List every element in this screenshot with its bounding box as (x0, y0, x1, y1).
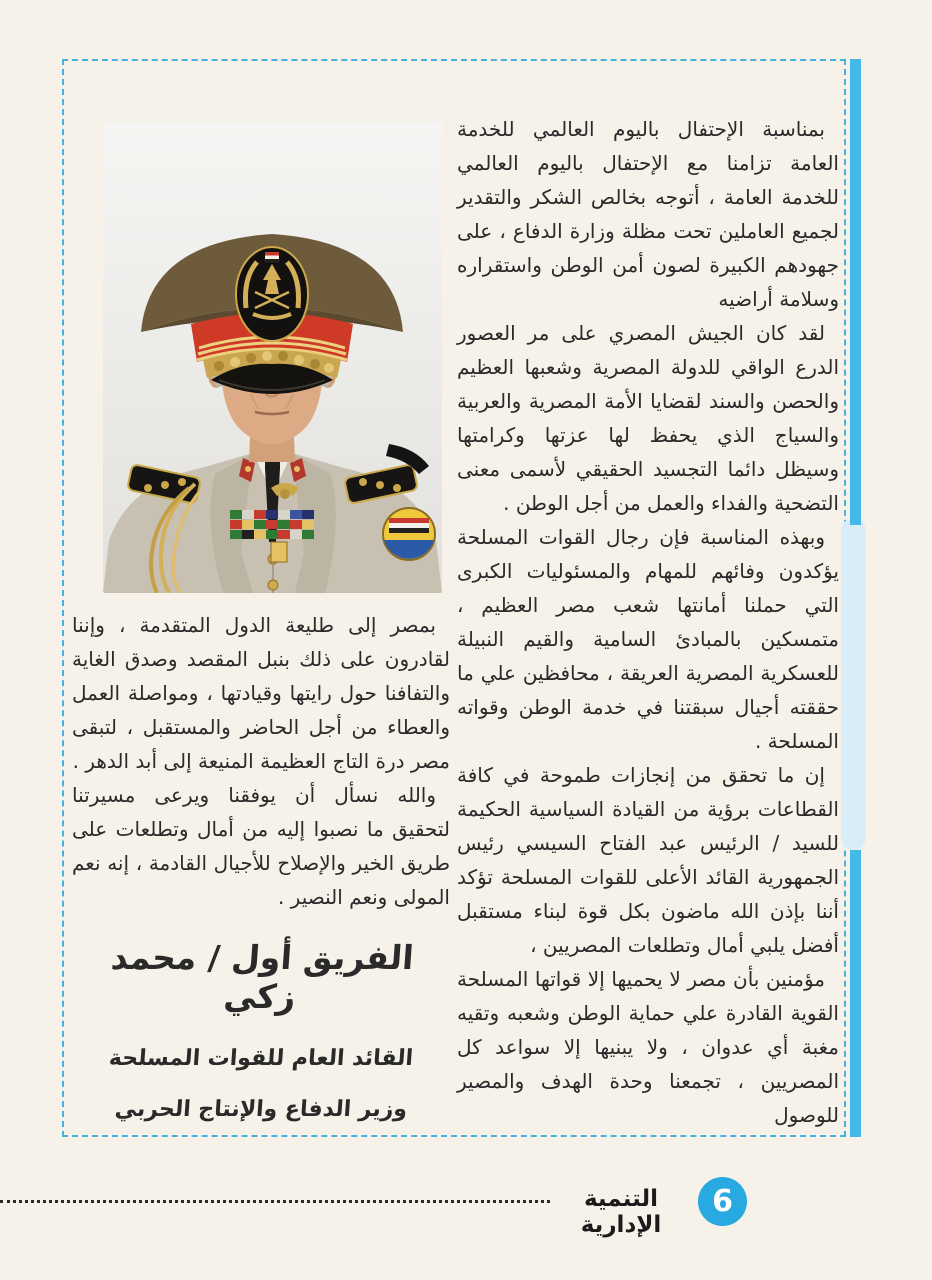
right-accent-bar-top (850, 59, 861, 525)
paragraph: بمصر إلى طليعة الدول المتقدمة ، وإننا لقادرون على ذلك بنبل المقصد وصدق الغاية والتفافنا حول رايتها وقيادتها ، ومواصلة العمل والعطاء من أجل الحاضر والمستقبل ، لتبقى مصر درة التاج العظيمة المنيعة إلى أبد الدهر . (72, 613, 450, 773)
paragraph: مؤمنين بأن مصر لا يحميها إلا قواتها المسلحة القوية القادرة علي حماية الوطن وشعبه وتقيه مغبة أي عدوان ، ولا يبنيها إلا سواعد كل المصريين ، تجمعنا وحدة الهدف والمصير للوصول (457, 967, 839, 1127)
paragraph: وبهذه المناسبة فإن رجال القوات المسلحة يؤكدون وفائهم للمهام والمسئوليات الكبرى التي حملنا أمانتها شعب مصر العظيم ، متمسكين بالمبادئ السامية والقيم النبيلة للعسكرية المصرية العريقة ، محافظين علي ما حققته أجيال سبقتنا في خدمة الوطن وقواته المسلحة . (457, 525, 839, 753)
signature-name: الفريق أول / محمد زكي (109, 938, 415, 1016)
paragraph: بمناسبة الإحتفال باليوم العالمي للخدمة العامة تزامنا مع الإحتفال باليوم العالمي للخدمة العامة ، أتوجه بخالص الشكر والتقدير لجميع العاملين تحت مظلة وزارة الدفاع ، على جهودهم الكبيرة لصون أمن الوطن واستقراره وسلامة أراضيه (457, 117, 839, 311)
right-accent-bar-pale (841, 518, 866, 850)
right-accent-bar-bottom (850, 850, 861, 1137)
page-number: 6 (712, 1184, 733, 1219)
signature-title-commander: القائد العام للقوات المسلحة (108, 1046, 414, 1071)
article-left-column (72, 608, 450, 914)
signature-title-minister: وزير الدفاع والإنتاج الحربي (113, 1097, 409, 1122)
footer-section-label: التنمية الإدارية (580, 1186, 662, 1238)
article-right-column (457, 112, 839, 1132)
minister-portrait-photo (103, 122, 442, 593)
portrait-illustration (103, 122, 442, 593)
signature-block (72, 938, 450, 1148)
paragraph: والله نسأل أن يوفقنا ويرعى مسيرتنا لتحقيق ما نصبوا إليه من أمال وتطلعات على طريق الخير والإصلاح للأجيال القادمة ، إنه نعم المولى ونعم النصير . (72, 783, 450, 909)
page-number-badge (698, 1177, 747, 1226)
paragraph: لقد كان الجيش المصري على مر العصور الدرع الواقي للدولة المصرية وشعبها العظيم والحصن والسند لقضايا الأمة المصرية والعربية والسياج الذي يحفظ لها عزتها وكرامتها وسيظل دائما التجسيد الحقيقي لأسمى معنى التضحية والفداء والعمل من أجل الوطن . (457, 321, 839, 515)
paragraph: إن ما تحقق من إنجازات طموحة في كافة القطاعات برؤية من القيادة السياسية الحكيمة للسيد / الرئيس عبد الفتاح السيسي رئيس الجمهورية القائد الأعلى للقوات المسلحة تؤكد أننا بإذن الله ماضون بكل قوة لبناء مستقبل أفضل يلبي أمال وتطلعات المصريين ، (457, 763, 839, 957)
footer-dotted-line (0, 1200, 550, 1203)
